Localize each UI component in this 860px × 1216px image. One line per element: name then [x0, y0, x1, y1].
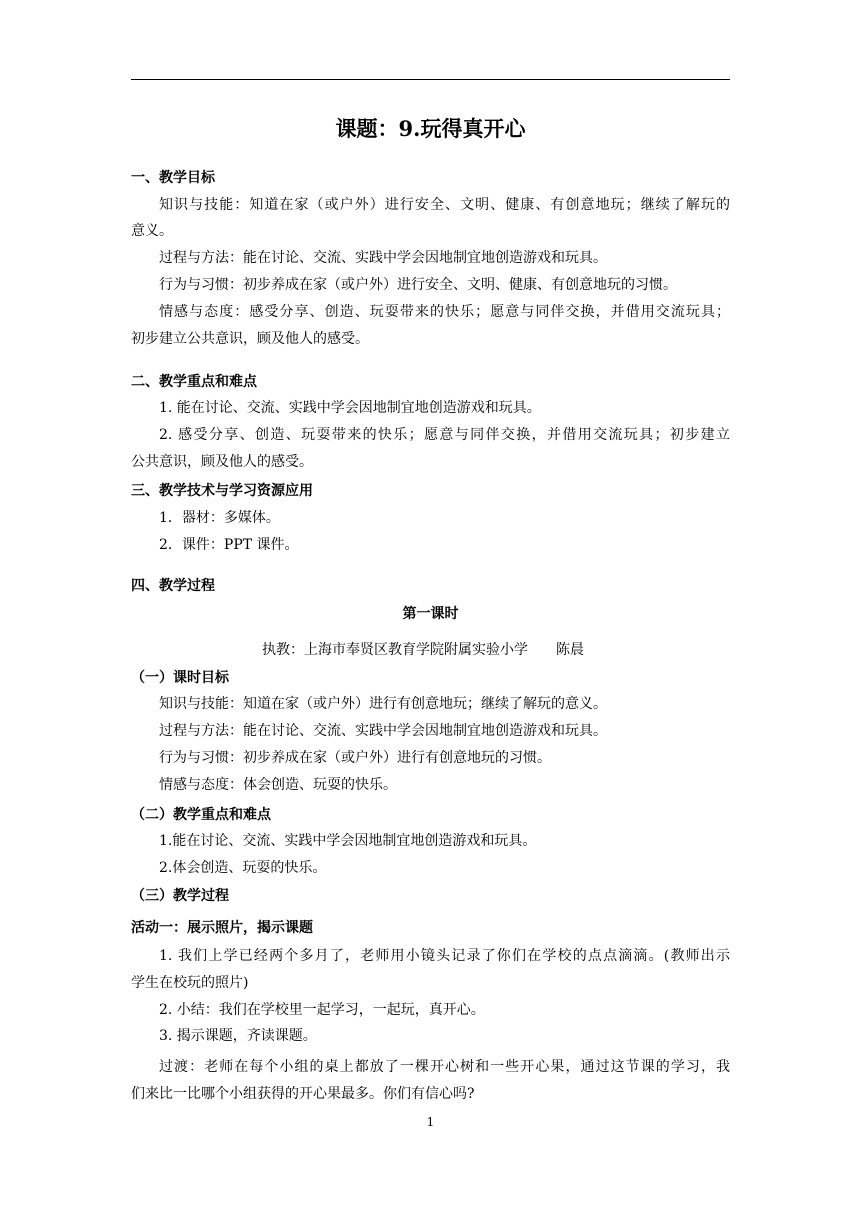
paragraph: 知识与技能：知道在家（或户外）进行有创意地玩；继续了解玩的意义。 [159, 696, 607, 712]
paragraph: 过渡：老师在每个小组的桌上都放了一棵开心树和一些开心果，通过这节课的学习，我 [159, 1059, 730, 1075]
paragraph: 情感与态度：感受分享、创造、玩耍带来的快乐；愿意与同伴交换，并借用交流玩具； [159, 304, 730, 320]
paragraph: 过程与方法：能在讨论、交流、实践中学会因地制宜地创造游戏和玩具。 [159, 723, 607, 739]
header-rule [131, 79, 730, 80]
lesson-title: 第一课时 [402, 606, 459, 622]
section-heading-objectives: 一、教学目标 [131, 170, 215, 186]
paragraph: 知识与技能：知道在家（或户外）进行安全、文明、健康、有创意地玩；继续了解玩的 [159, 197, 730, 213]
page-title: 课题：9.玩得真开心 [335, 116, 526, 141]
subsection-heading: （三）教学过程 [131, 888, 229, 904]
subsection-heading: （二）教学重点和难点 [131, 807, 271, 823]
paragraph: 学生在校玩的照片) [131, 975, 249, 991]
paragraph: 行为与习惯：初步养成在家（或户外）进行安全、文明、健康、有创意地玩的习惯。 [159, 277, 677, 293]
section-heading-process: 四、教学过程 [131, 578, 215, 594]
paragraph: 意义。 [131, 223, 173, 239]
teacher-line: 执教：上海市奉贤区教育学院附属实验小学 陈晨 [262, 642, 584, 658]
paragraph: 情感与态度：体会创造、玩耍的快乐。 [159, 777, 397, 793]
paragraph: 们来比一比哪个小组获得的开心果最多。你们有信心吗? [131, 1086, 475, 1102]
paragraph: 行为与习惯：初步养成在家（或户外）进行有创意地玩的习惯。 [159, 750, 551, 766]
subsection-heading: （一）课时目标 [131, 670, 229, 686]
paragraph: 3. 揭示课题，齐读课题。 [159, 1028, 317, 1044]
paragraph: 2.体会创造、玩耍的快乐。 [159, 860, 327, 876]
paragraph: 2．课件：PPT 课件。 [159, 537, 299, 553]
paragraph: 1.能在讨论、交流、实践中学会因地制宜地创造游戏和玩具。 [159, 833, 537, 849]
paragraph: 2. 小结：我们在学校里一起学习，一起玩，真开心。 [159, 1002, 485, 1018]
section-heading-resources: 三、教学技术与学习资源应用 [131, 483, 313, 499]
paragraph: 1．器材：多媒体。 [159, 510, 280, 526]
paragraph: 过程与方法：能在讨论、交流、实践中学会因地制宜地创造游戏和玩具。 [159, 250, 607, 266]
paragraph: 公共意识，顾及他人的感受。 [131, 454, 313, 470]
page-number: 1 [426, 1115, 435, 1129]
paragraph: 1. 能在讨论、交流、实践中学会因地制宜地创造游戏和玩具。 [159, 400, 541, 416]
activity-heading: 活动一：展示照片，揭示课题 [131, 920, 313, 936]
paragraph: 2. 感受分享、创造、玩耍带来的快乐；愿意与同伴交换，并借用交流玩具；初步建立 [159, 427, 730, 443]
paragraph: 初步建立公共意识，顾及他人的感受。 [131, 331, 369, 347]
section-heading-key-points: 二、教学重点和难点 [131, 374, 257, 390]
paragraph: 1. 我们上学已经两个多月了，老师用小镜头记录了你们在学校的点点滴滴。(教师出示 [159, 948, 730, 964]
